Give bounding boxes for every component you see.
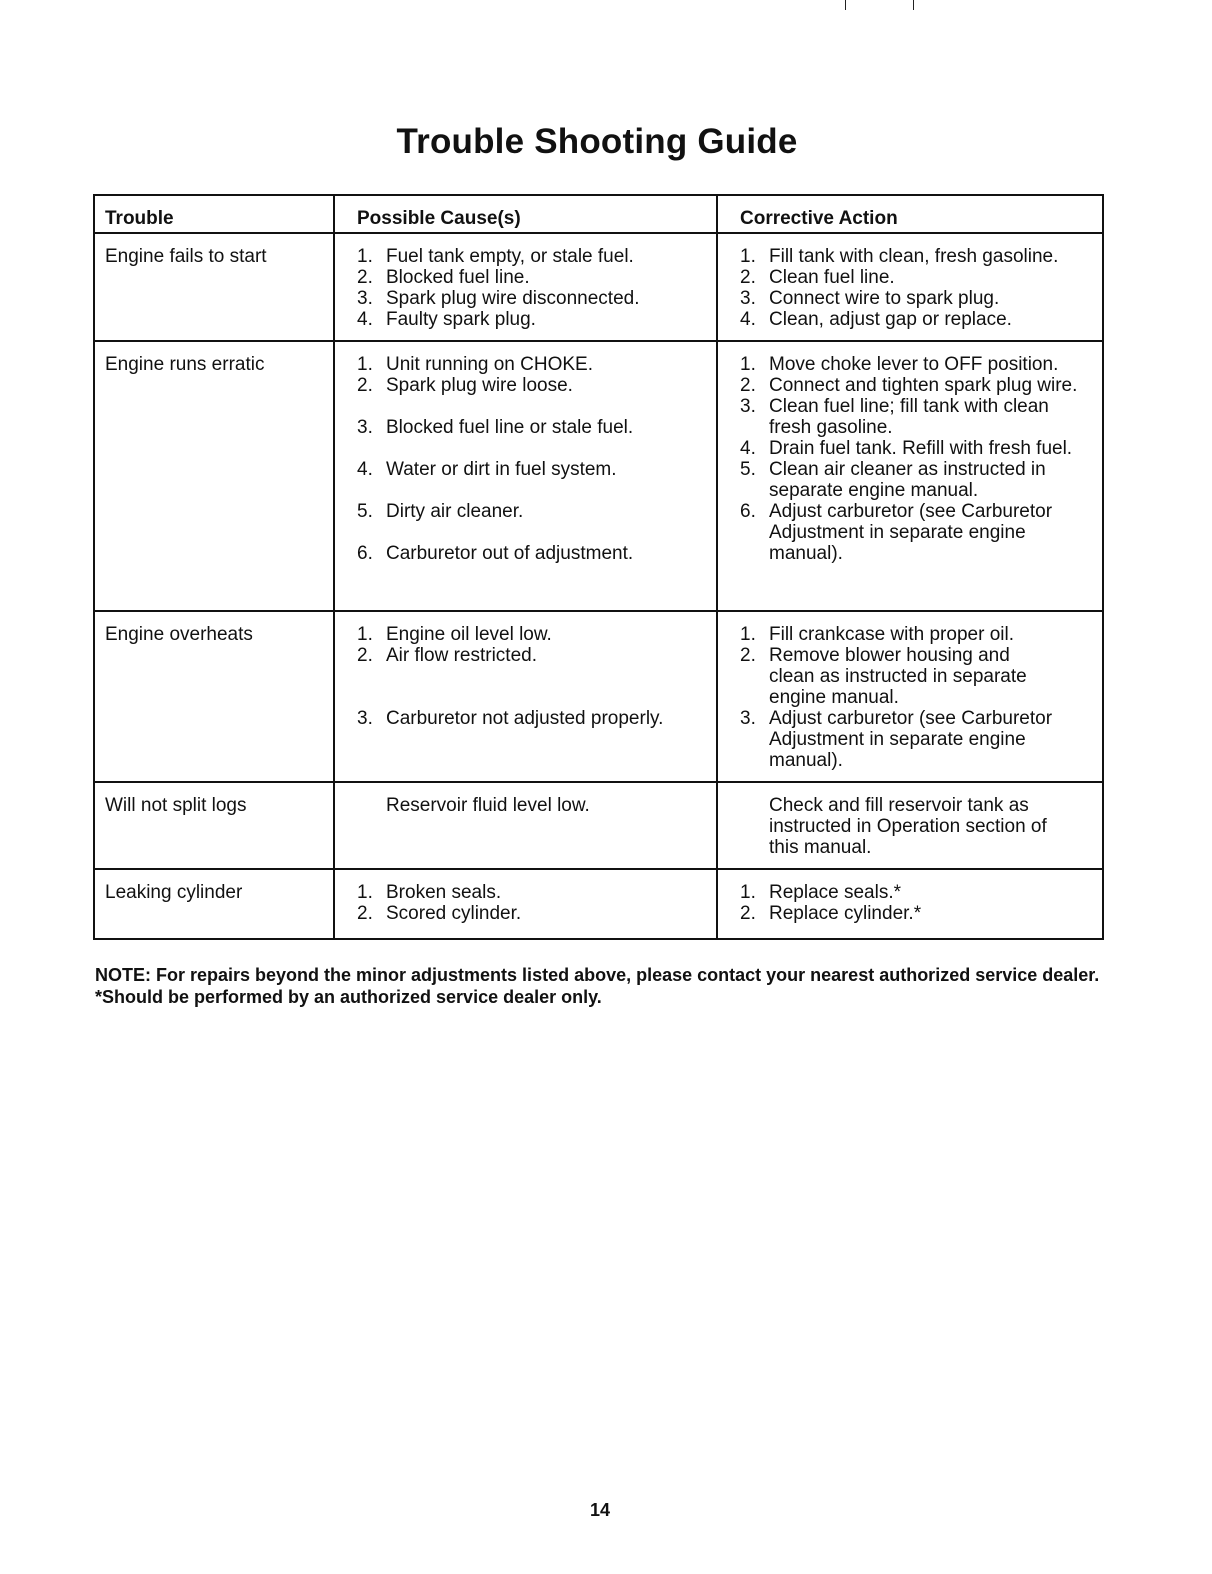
list-item: 3. Clean fuel line; fill tank with clean fresh gasoline.	[740, 396, 1049, 438]
service-dealer-note: *Should be performed by an authorized service dealer only.	[95, 987, 602, 1007]
list-item: 2. Remove blower housing and clean as instructed in separate engine manual.	[740, 645, 1027, 708]
list-item: 6. Adjust carburetor (see Carburetor Adjustment in separate engine manual).	[740, 501, 1053, 564]
notes-section	[95, 964, 1105, 1008]
table-header-row	[94, 195, 1103, 233]
cause-text: Reservoir fluid level low.	[386, 795, 590, 816]
actions-list	[740, 246, 1094, 330]
causes-cell	[334, 869, 717, 939]
list-item: 2. Blocked fuel line.	[357, 267, 530, 288]
list-item: 1. Broken seals.	[357, 882, 502, 903]
list-item: 4. Faulty spark plug.	[357, 309, 536, 330]
list-item: 3. Connect wire to spark plug.	[740, 288, 1000, 309]
causes-cell	[334, 611, 717, 782]
causes-list	[357, 354, 708, 564]
actions-cell	[717, 341, 1103, 611]
list-item: 4. Clean, adjust gap or replace.	[740, 309, 1012, 330]
causes-list	[357, 624, 708, 729]
table-row	[94, 233, 1103, 341]
table-row	[94, 782, 1103, 869]
causes-cell	[334, 233, 717, 341]
action-text: Check and fill reservoir tank as instructed in Operation section of this manual.	[769, 795, 1047, 858]
list-item: 1. Fill crankcase with proper oil.	[740, 624, 1014, 645]
troubleshooting-table	[93, 194, 1104, 940]
list-item: 1. Engine oil level low.	[357, 624, 552, 645]
repair-note: NOTE: For repairs beyond the minor adjustments listed above, please contact your nearest authorized service dealer.	[95, 965, 1100, 985]
actions-list	[740, 624, 1094, 771]
causes-cell	[334, 341, 717, 611]
margin-tick-right	[913, 0, 914, 10]
list-item: 3. Carburetor not adjusted properly.	[357, 708, 664, 729]
list-item: 1. Unit running on CHOKE.	[357, 354, 593, 375]
list-item: 4. Drain fuel tank. Refill with fresh fuel.	[740, 438, 1073, 459]
list-item: 2. Scored cylinder.	[357, 903, 522, 924]
actions-cell	[717, 233, 1103, 341]
actions-list	[740, 882, 1094, 924]
list-item: 4. Water or dirt in fuel system.	[357, 459, 617, 480]
trouble-cell: Will not split logs	[94, 782, 334, 869]
list-item: 6. Carburetor out of adjustment.	[357, 543, 634, 564]
list-item: 5. Dirty air cleaner.	[357, 501, 524, 522]
header-possible-causes: Possible Cause(s)	[334, 195, 717, 233]
margin-tick-left	[845, 0, 846, 10]
list-item: 5. Clean air cleaner as instructed in separate engine manual.	[740, 459, 1046, 501]
causes-list	[357, 246, 708, 330]
list-item: 2. Air flow restricted.	[357, 645, 537, 666]
trouble-cell: Leaking cylinder	[94, 869, 334, 939]
causes-cell	[334, 782, 717, 869]
header-trouble: Trouble	[94, 195, 334, 233]
list-item: 1. Fuel tank empty, or stale fuel.	[357, 246, 634, 267]
header-corrective-action: Corrective Action	[717, 195, 1103, 233]
list-item: 2. Spark plug wire loose.	[357, 375, 573, 396]
actions-list	[740, 354, 1094, 564]
page-number: 14	[589, 1500, 611, 1520]
list-item: 1. Move choke lever to OFF position.	[740, 354, 1059, 375]
list-item: 2. Connect and tighten spark plug wire.	[740, 375, 1078, 396]
list-item: 2. Replace cylinder.*	[740, 903, 922, 924]
actions-cell	[717, 611, 1103, 782]
troubleshooting-table-container	[93, 194, 1102, 940]
list-item: 3. Adjust carburetor (see Carburetor Adjustment in separate engine manual).	[740, 708, 1053, 771]
page-title: Trouble Shooting Guide	[396, 122, 798, 161]
actions-cell	[717, 869, 1103, 939]
list-item: 3. Blocked fuel line or stale fuel.	[357, 417, 634, 438]
list-item: 2. Clean fuel line.	[740, 267, 895, 288]
table-row	[94, 869, 1103, 939]
actions-cell	[717, 782, 1103, 869]
trouble-cell: Engine fails to start	[94, 233, 334, 341]
trouble-cell: Engine runs erratic	[94, 341, 334, 611]
table-row	[94, 611, 1103, 782]
causes-list	[357, 882, 708, 924]
list-item: 3. Spark plug wire disconnected.	[357, 288, 640, 309]
list-item: 1. Replace seals.*	[740, 882, 902, 903]
table-row	[94, 341, 1103, 611]
list-item: 1. Fill tank with clean, fresh gasoline.	[740, 246, 1059, 267]
trouble-cell: Engine overheats	[94, 611, 334, 782]
